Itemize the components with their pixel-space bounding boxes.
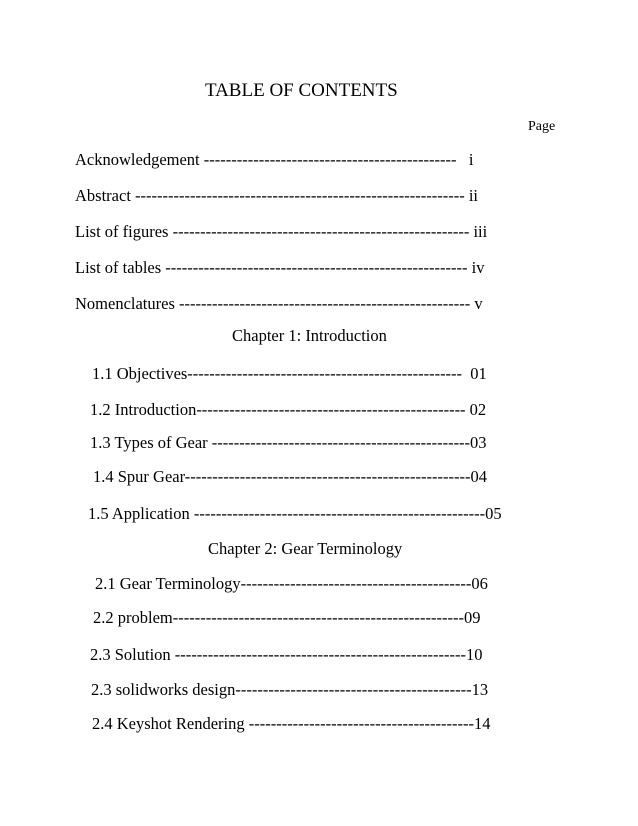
toc-entry-1-1: 1.1 Objectives-------------------------------------------------- 01 (92, 364, 487, 383)
chapter-2-heading: Chapter 2: Gear Terminology (208, 539, 403, 558)
toc-entry-nomenclatures: Nomenclatures ----------------------------------------------------- v (75, 294, 483, 313)
toc-title: TABLE OF CONTENTS (205, 80, 398, 101)
toc-entry-2-3-solidworks: 2.3 solidworks design-------------------------------------------13 (91, 680, 489, 699)
toc-entry-1-5: 1.5 Application -----------------------------------------------------05 (88, 504, 502, 523)
toc-entry-2-2: 2.2 problem-----------------------------------------------------09 (93, 608, 481, 627)
toc-entry-abstract: Abstract ------------------------------------------------------------ ii (75, 186, 478, 205)
toc-entry-1-4: 1.4 Spur Gear----------------------------------------------------04 (93, 467, 487, 486)
toc-entry-1-3: 1.3 Types of Gear -----------------------------------------------03 (90, 433, 487, 452)
toc-entry-list-of-figures: List of figures ------------------------------------------------------ iii (75, 222, 488, 241)
chapter-1-heading: Chapter 1: Introduction (232, 326, 387, 345)
toc-entry-list-of-tables: List of tables ------------------------------------------------------- iv (75, 258, 485, 277)
toc-entry-acknowledgement: Acknowledgement ---------------------------------------------- i (75, 150, 474, 169)
toc-entry-2-3: 2.3 Solution -----------------------------------------------------10 (90, 645, 483, 664)
toc-entry-2-1: 2.1 Gear Terminology------------------------------------------06 (95, 574, 488, 593)
toc-entry-2-4: 2.4 Keyshot Rendering -----------------------------------------14 (92, 714, 491, 733)
toc-entry-1-2: 1.2 Introduction------------------------------------------------- 02 (90, 400, 487, 419)
page-column-label: Page (528, 119, 556, 134)
